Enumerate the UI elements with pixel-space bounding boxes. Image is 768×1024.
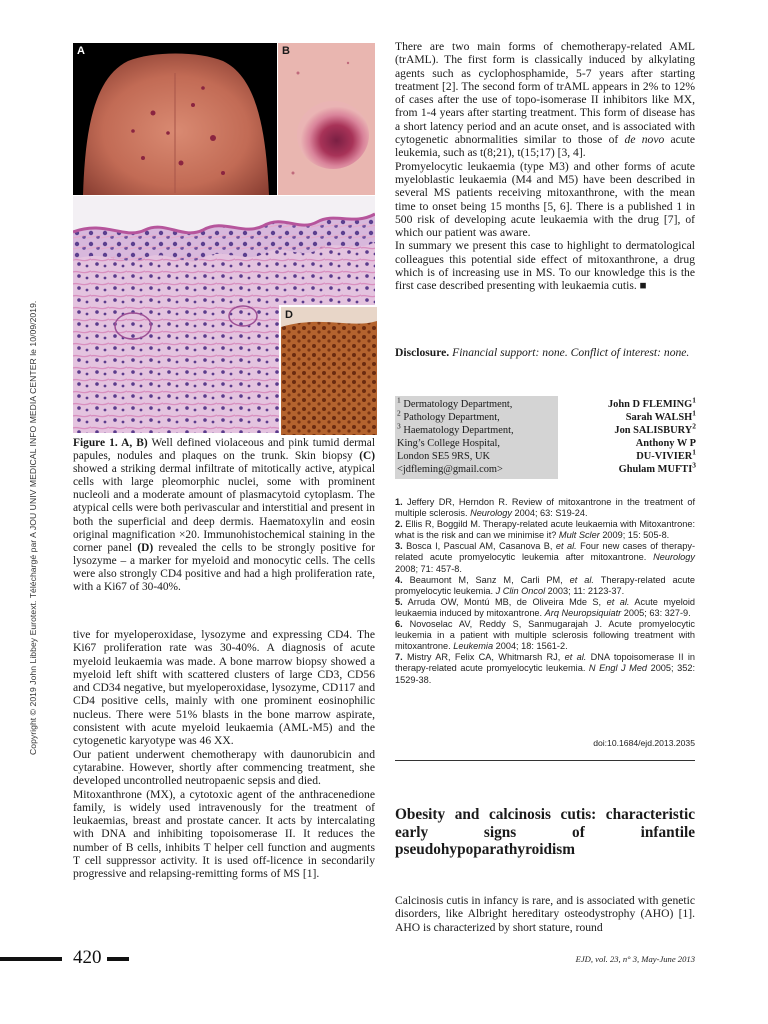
text-run: 2004; 63: S19-24. bbox=[511, 508, 588, 519]
line bbox=[560, 437, 696, 450]
text-run: 2003; 11: 2123-37. bbox=[545, 585, 625, 596]
line bbox=[560, 408, 696, 424]
paragraph bbox=[395, 597, 695, 619]
text-run: 1 bbox=[692, 408, 696, 418]
text-run: 1 bbox=[692, 395, 696, 405]
text-run: 2009; 15: 505-8. bbox=[599, 530, 670, 541]
text-run: 3 bbox=[397, 421, 401, 431]
text-run: et al. bbox=[564, 652, 587, 663]
text-run: et al. bbox=[569, 574, 594, 585]
text-run: de novo bbox=[624, 133, 665, 147]
text-run: et al. bbox=[606, 596, 630, 607]
figure-panel-a bbox=[73, 43, 277, 195]
paragraph bbox=[395, 239, 695, 292]
footer-bar-right bbox=[107, 957, 129, 961]
text-run: 1 bbox=[397, 395, 401, 405]
affiliations-box bbox=[395, 396, 558, 479]
text-run: 2. bbox=[395, 519, 403, 530]
figure-1 bbox=[73, 43, 375, 433]
text-run: DU-VIVIER bbox=[636, 451, 693, 463]
panel-label-a: A bbox=[77, 45, 85, 57]
paragraph bbox=[73, 748, 375, 788]
paragraph bbox=[395, 619, 695, 652]
text-run: 3 bbox=[692, 461, 696, 470]
paragraph bbox=[395, 160, 695, 240]
text-run: Therapy-related acute promyelocytic leukemia. bbox=[395, 574, 695, 596]
text-run: 1 bbox=[692, 447, 696, 457]
text-run: Ghulam MUFTI bbox=[618, 464, 693, 476]
paragraph bbox=[395, 519, 695, 541]
text-run: Financial support: none. Conflict of interest: none. bbox=[449, 346, 690, 359]
text-run: Four new cases of therapy-related acute promyelocytic leukemia after mitoxantrone. bbox=[395, 541, 696, 563]
footer-bar-left bbox=[0, 957, 62, 961]
figure-panel-d bbox=[279, 305, 377, 435]
line bbox=[397, 437, 558, 450]
figure-panel-b bbox=[278, 43, 375, 195]
references-list bbox=[395, 497, 695, 686]
back-photo-image bbox=[73, 43, 277, 195]
text-run: In summary we present this case to highlight to dermatological colleagues this potential side effect of mitoxanthrone, a drug which is of increasing use in MS. To our knowledge this is the first case described presenting with leukaemia cutis. ■ bbox=[395, 239, 695, 293]
text-run: tive for myeloperoxidase, lysozyme and expressing CD4. The Ki67 proliferation rate was 30-40%. A diagnosis of acute myeloid leukaemia was made. A bone marrow biopsy showed a myeloid left shift with scattered clusters of large CD3, CD56 and CD34 negative, but myeloperoxidase, lysozyme, CD117 and CD4 positive cells, mainly with one prominent eosinophilic nucleus. There were 51% blasts in the bone marrow aspirate, consistent with acute myeloid leukaemia (AML-M5) and the cytogenetic karyotype was 46 XX. bbox=[73, 628, 375, 748]
line bbox=[397, 450, 558, 463]
text-run: 2005; 63: 327-9. bbox=[621, 607, 691, 618]
text-run: London SE5 9RS, UK bbox=[397, 451, 490, 463]
text-run: 6. bbox=[395, 619, 403, 630]
line bbox=[397, 408, 558, 424]
text-run: Figure 1. A, B) bbox=[73, 437, 148, 449]
next-article-title: Obesity and calcinosis cutis: characteristic early signs of infantile pseudohypoparathyroidism bbox=[395, 806, 695, 859]
text-run: Beaumont M, Sanz M, Carli PM, bbox=[402, 574, 570, 585]
panel-label-d: D bbox=[285, 309, 293, 321]
text-run: Well defined violaceous and pink tumid dermal papules, nodules and plaques on the trunk. Skin biopsy bbox=[73, 437, 375, 463]
text-run: Pathology Department, bbox=[400, 412, 500, 424]
page-number: 420 bbox=[73, 947, 102, 968]
text-run: Sarah WALSH bbox=[625, 412, 693, 424]
paragraph bbox=[73, 628, 375, 748]
text-run: Neurology bbox=[470, 508, 512, 519]
text-run: 1. bbox=[395, 497, 403, 507]
paragraph bbox=[73, 788, 375, 881]
text-run: Dermatology Department, bbox=[400, 399, 513, 410]
text-run: Disclosure. bbox=[395, 346, 450, 359]
doi[interactable]: doi:10.1684/ejd.2013.2035 bbox=[593, 738, 695, 748]
line bbox=[397, 395, 558, 411]
immunostain-image bbox=[281, 307, 377, 435]
text-run: 2008; 71: 457-8. bbox=[395, 563, 462, 574]
line bbox=[397, 463, 558, 476]
text-run: Mult Scler bbox=[558, 530, 600, 541]
text-run: Neurology bbox=[653, 552, 695, 563]
text-run: 3. bbox=[395, 541, 403, 552]
text-run: 7. bbox=[395, 652, 403, 663]
line bbox=[560, 463, 696, 476]
text-run: (D) bbox=[137, 541, 154, 554]
next-article-paragraph: Calcinosis cutis in infancy is rare, and is associated with genetic disorders, like Albright hereditary osteodystrophy (AHO) [1]. AHO is characterized by short stature, round bbox=[395, 894, 695, 934]
paragraph bbox=[395, 497, 695, 519]
figure-caption-text bbox=[73, 437, 375, 594]
text-run: Novoselac AV, Reddy S, Sanmugarajah J. Acute promyelocytic leukemia in a patient with multiple sclerosis following treatment with mitoxantrone. bbox=[395, 619, 695, 652]
text-run: 4. bbox=[395, 574, 403, 585]
text-run: John D FLEMING bbox=[607, 399, 693, 410]
text-run: Anthony W P bbox=[635, 438, 696, 450]
text-run: (C) bbox=[359, 450, 375, 463]
panel-label-b: B bbox=[282, 45, 290, 57]
paragraph bbox=[395, 541, 695, 574]
text-run: Ellis R, Boggild M. Therapy-related acute leukaemia with Mitoxantrone: what is the risk and can we minimise it? bbox=[395, 519, 695, 541]
text-run: N Engl J Med bbox=[588, 663, 648, 674]
text-run: King’s College Hospital, bbox=[397, 438, 501, 450]
text-run: et al. bbox=[555, 541, 577, 552]
text-run: Promyelocytic leukaemia (type M3) and other forms of acute myeloblastic leukaemia (M4 and M5) have been described in several MS patients receiving mitoxanthrone, with the mean time to onset being 15 months [5, 6]. There is a published 1 in 500 risk of developing acute leukaemia with the drug [7], of which our patient was aware. bbox=[395, 159, 695, 240]
journal-citation: EJD, vol. 23, n° 3, May-June 2013 bbox=[575, 954, 695, 964]
text-run: Jon SALISBURY bbox=[614, 425, 693, 437]
text-run: Bosca I, Pascual AM, Casanova B, bbox=[402, 541, 556, 552]
copyright-notice: Copyright © 2019 John Libbey Eurotext. Téléchargé par A JOU UNIV MEDICAL INFO MEDIA CENTER le 10/09/2019. bbox=[28, 300, 38, 755]
text-run: DNA topoisomerase II in therapy-related acute promyelocytic leukemia. bbox=[395, 652, 695, 674]
text-run: acute leukemia, such as t(8;21), t(15;17) [3, 4]. bbox=[395, 133, 695, 160]
text-run: 5. bbox=[395, 596, 403, 607]
line bbox=[560, 447, 696, 463]
text-run: 2005; 352: 1529-38. bbox=[395, 663, 696, 685]
lesion-photo-image bbox=[278, 43, 375, 195]
text-run: 2 bbox=[692, 421, 696, 431]
next-article-body bbox=[395, 894, 695, 934]
affiliations-list bbox=[397, 395, 558, 477]
text-run: Jeffery DR, Herndon R. Review of mitoxantrone in the treatment of multiple sclerosis. bbox=[395, 497, 695, 519]
text-run: showed a striking dermal infiltrate of mitotically active, atypical cells with large pleomorphic nuclei, some with prominent nucleoli and a moderate amount of plasmacytoid cytoplasm. The atypical cells were both perivascular and interstitial and present in both the superficial and deep dermis. Haematoxylin and eosin original magnification ×20. Immunohistochemical staining in the corner panel bbox=[73, 463, 375, 554]
text-run: Acute myeloid leukaemia induced by mitoxantrone. bbox=[395, 596, 695, 618]
figure-caption bbox=[73, 437, 375, 594]
text-run: Arq Neuropsiquiatr bbox=[544, 607, 622, 618]
text-run: revealed the cells to be strongly positive for lysozyme – a marker for myeloid and monocytic cells. The cells were also strongly CD4 positive and had a high proliferation rate, with a Ki67 of 30-40%. bbox=[73, 541, 375, 594]
disclosure-text bbox=[395, 346, 695, 359]
line bbox=[397, 421, 558, 437]
text-run: Leukemia bbox=[453, 641, 494, 652]
text-run: J Clin Oncol bbox=[495, 585, 546, 596]
text-run: 2004; 18: 1561-2. bbox=[493, 641, 568, 652]
text-run: <jdfleming@gmail.com> bbox=[397, 464, 503, 476]
text-run: Mitoxanthrone (MX), a cytotoxic agent of the anthracenedione family, is widely used intravenously for the treatment of leukaemias, breast and prostate cancer. It acts by intercalating with DNA and inhibiting topoisomerase II. It reduces the number of B cells, inhibits T helper cell function and augments T cell suppressor activity. It is used off-licence in secondarily progressive and relapsing-remitting forms of MS [1]. bbox=[73, 787, 375, 881]
text-run: Our patient underwent chemotherapy with daunorubicin and cytarabine. However, shortly after commencing treatment, she developed uncontrolled neutropaenic sepsis and died. bbox=[73, 747, 375, 788]
line bbox=[560, 395, 696, 411]
paragraph bbox=[395, 575, 695, 597]
text-run: 2 bbox=[397, 408, 401, 418]
text-run: There are two main forms of chemotherapy-related AML (trAML). The first form is classically induced by alkylating agents such as cyclophosphamide, 5-7 years after starting treatment [2]. The second form of trAML appears in 2% to 12% of cases after the use of topo-isomerase II inhibitors like MX, from 1-4 years after starting treatment. This form of disease has a short latency period and an acute onset, and is associated with cytogenetic abnormalities similar to those of bbox=[395, 40, 695, 147]
text-run: Haematology Department, bbox=[400, 425, 514, 437]
text-run: Arruda OW, Montú MB, de Oliveira Mde S, bbox=[402, 596, 607, 607]
right-column-body bbox=[395, 40, 695, 293]
text-run: Mistry AR, Felix CA, Whitmarsh RJ, bbox=[402, 652, 565, 663]
disclosure bbox=[395, 346, 695, 359]
left-column-body bbox=[73, 628, 375, 881]
paragraph bbox=[395, 40, 695, 160]
line bbox=[560, 421, 696, 437]
paragraph bbox=[395, 652, 695, 685]
section-divider bbox=[395, 760, 695, 761]
authors-list bbox=[560, 395, 696, 477]
